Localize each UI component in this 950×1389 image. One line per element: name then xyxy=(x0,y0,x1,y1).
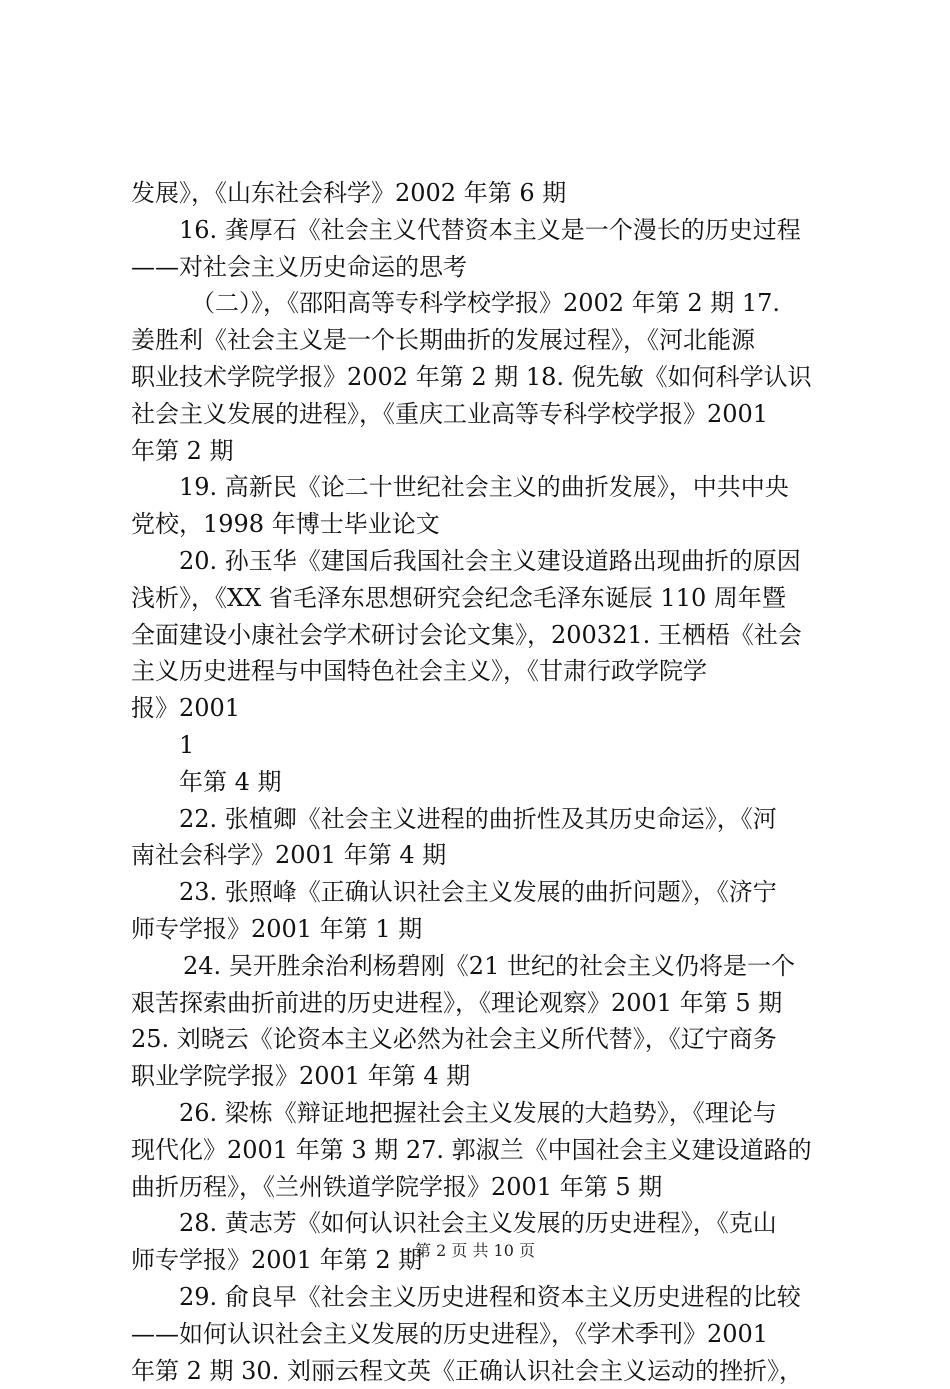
text-line: 现代化》2001 年第 3 期 27. 郭淑兰《中国社会主义建设道路的 xyxy=(131,1132,831,1169)
text-line: 职业学院学报》2001 年第 4 期 xyxy=(131,1058,831,1095)
text-line: ——对社会主义历史命运的思考 xyxy=(131,249,831,286)
text-line: 23. 张照峰《正确认识社会主义发展的曲折问题》，《济宁 xyxy=(131,874,831,911)
text-line: 22. 张植卿《社会主义进程的曲折性及其历史命运》，《河 xyxy=(131,801,831,838)
text-line: 1 xyxy=(131,727,831,764)
text-line: 16. 龚厚石《社会主义代替资本主义是一个漫长的历史过程 xyxy=(131,212,831,249)
text-line: 发展》，《山东社会科学》2002 年第 6 期 xyxy=(131,175,831,212)
text-line: 20. 孙玉华《建国后我国社会主义建设道路出现曲折的原因 xyxy=(131,543,831,580)
text-line: 年第 4 期 xyxy=(131,764,831,801)
text-line: 艰苦探索曲折前进的历史进程》，《理论观察》2001 年第 5 期 xyxy=(131,985,831,1022)
text-line: 19. 高新民《论二十世纪社会主义的曲折发展》，中共中央 xyxy=(131,469,831,506)
text-line: 24. 吴开胜余治利杨碧刚《21 世纪的社会主义仍将是一个 xyxy=(131,948,831,985)
text-line: 报》2001 xyxy=(131,690,831,727)
text-line: （二）》，《邵阳高等专科学校学报》2002 年第 2 期 17. xyxy=(131,285,831,322)
text-line: 师专学报》2001 年第 1 期 xyxy=(131,911,831,948)
text-line: 26. 梁栋《辩证地把握社会主义发展的大趋势》，《理论与 xyxy=(131,1095,831,1132)
document-body xyxy=(131,175,831,1389)
page-footer: 第 2 页 共 10 页 xyxy=(0,1240,950,1262)
text-line: 姜胜利《社会主义是一个长期曲折的发展过程》，《河北能源 xyxy=(131,322,831,359)
text-line: 党校，1998 年博士毕业论文 xyxy=(131,506,831,543)
text-line: 25. 刘晓云《论资本主义必然为社会主义所代替》，《辽宁商务 xyxy=(131,1021,831,1058)
text-line: 师专学报》2001 年第 2 期 xyxy=(131,1242,831,1279)
text-line: 29. 俞良早《社会主义历史进程和资本主义历史进程的比较 xyxy=(131,1279,831,1316)
text-line: 主义历史进程与中国特色社会主义》，《甘肃行政学院学 xyxy=(131,653,831,690)
text-line: 社会主义发展的进程》，《重庆工业高等专科学校学报》2001 xyxy=(131,396,831,433)
text-line: 年第 2 期 xyxy=(131,433,831,470)
text-line: 全面建设小康社会学术研讨会论文集》，200321. 王栖梧《社会 xyxy=(131,617,831,654)
text-line: 浅析》，《XX 省毛泽东思想研究会纪念毛泽东诞辰 110 周年暨 xyxy=(131,580,831,617)
text-line: 年第 2 期 30. 刘丽云程文英《正确认识社会主义运动的挫折》， xyxy=(131,1353,831,1389)
text-line: 28. 黄志芳《如何认识社会主义发展的历史进程》，《克山 xyxy=(131,1205,831,1242)
text-line: 曲折历程》，《兰州铁道学院学报》2001 年第 5 期 xyxy=(131,1169,831,1206)
text-line: 职业技术学院学报》2002 年第 2 期 18. 倪先敏《如何科学认识 xyxy=(131,359,831,396)
text-line: 南社会科学》2001 年第 4 期 xyxy=(131,837,831,874)
text-line: ——如何认识社会主义发展的历史进程》，《学术季刊》2001 xyxy=(131,1316,831,1353)
